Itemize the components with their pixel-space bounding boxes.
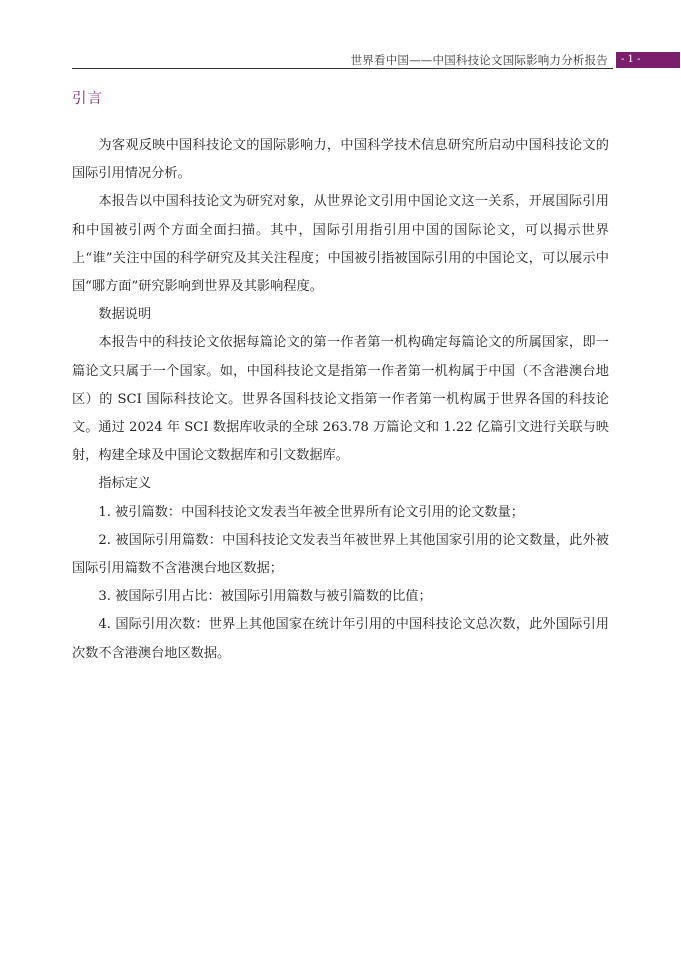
list-item-intl-cited-count: 2. 被国际引用篇数：中国科技论文发表当年被世界上其他国家引用的论文数量，此外被国际引用篇数不含港澳台地区数据； [72, 532, 609, 577]
paragraph-scope: 本报告以中国科技论文为研究对象，从世界论文引用中国论文这一关系，开展国际引用和中国被引两个方面全面扫描。其中，国际引用指引用中国的国际论文，可以揭示世界上“谁”关注中国的科学研究及其关注程度；中国被引指被国际引用的中国论文，可以展示中国“哪方面”研究影响到世界及其影响程度。 [72, 194, 609, 295]
paragraph-data-description: 本报告中的科技论文依据每篇论文的第一作者第一机构确定每篇论文的所属国家，即一篇论文只属于一个国家。如，中国科技论文是指第一作者第一机构属于中国（不含港澳台地区）的 SCI 国际科技论文。世界各国科技论文指第一作者第一机构属于世界各国的科技论文。通过 2024 年 SCI 数据库收录的全球 263.78 万篇论文和 1.22 亿篇引文进行关联与映射，构建全球及中国论文数据库和引文数据库。 [72, 335, 609, 464]
list-item-intl-cited-ratio: 3. 被国际引用占比：被国际引用篇数与被引篇数的比值； [98, 589, 432, 605]
list-item-intl-citation-times: 4. 国际引用次数：世界上其他国家在统计年引用的中国科技论文总次数，此外国际引用次数不含港澳台地区数据。 [72, 617, 609, 661]
page-header [72, 51, 680, 69]
subheading-data-description: 数据说明 [98, 307, 152, 323]
subheading-indicator-definition: 指标定义 [98, 476, 152, 492]
header-rule [72, 68, 613, 69]
section-title: 引言 [72, 91, 103, 107]
paragraph-intro: 为客观反映中国科技论文的国际影响力，中国科学技术信息研究所启动中国科技论文的国际引用情况分析。 [72, 138, 609, 182]
list-item-cited-count: 1. 被引篇数：中国科技论文发表当年被全世界所有论文引用的论文数量； [98, 504, 524, 520]
body-text [72, 132, 609, 668]
page-number-badge: - 1 - [616, 52, 680, 68]
header-title: 世界看中国——中国科技论文国际影响力分析报告 [350, 53, 608, 67]
